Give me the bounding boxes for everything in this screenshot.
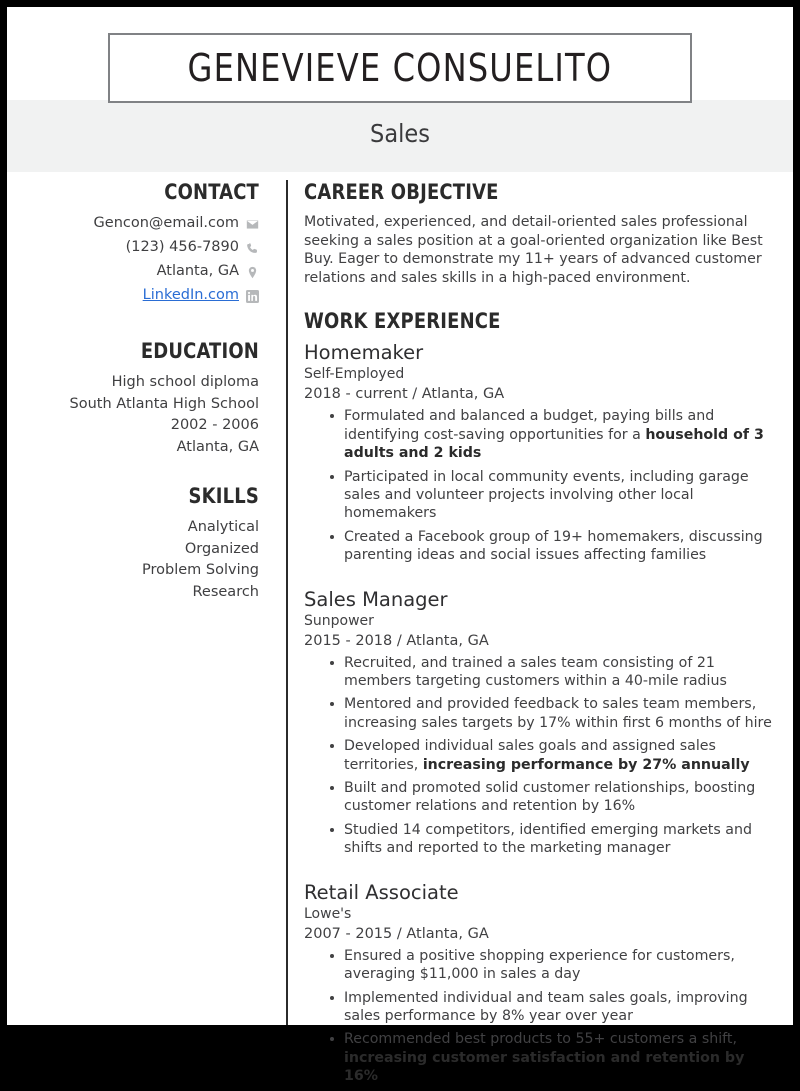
job-bullet: Mentored and provided feedback to sales team members, increasing sales targets by 17% within first 6 months of hire [304, 695, 778, 732]
job-bullet-highlight: increasing customer satisfaction and retention by 16% [344, 1049, 745, 1085]
job-role: Retail Associate [304, 880, 459, 904]
column-divider [286, 180, 288, 1025]
work-experience-entry [304, 340, 778, 564]
section-heading-skills: SKILLS [188, 484, 259, 508]
name-box [108, 33, 692, 103]
skill-item: Research [192, 583, 259, 600]
envelope-icon [246, 217, 259, 230]
spacer [304, 287, 778, 309]
education-line: 2002 - 2006 [170, 417, 259, 433]
job-bullet-list [304, 947, 778, 1086]
work-experience-list [304, 340, 778, 1085]
education-list [21, 372, 259, 458]
education-line: Atlanta, GA [176, 438, 259, 455]
skill-item: Analytical [187, 519, 259, 535]
contact-email-value: Gencon@email.com [93, 215, 239, 231]
job-bullet: Created a Facebook group of 19+ homemakers, discussing parenting ideas and social issues affecting families [304, 528, 778, 565]
job-company: Lowe's [304, 905, 352, 922]
job-bullet-list [304, 407, 778, 564]
job-bullet: Developed individual sales goals and assigned sales territories, increasing performance by 27% annually [304, 737, 778, 774]
job-bullet: Ensured a positive shopping experience for customers, averaging $11,000 in sales a day [304, 947, 778, 984]
career-objective-text: Motivated, experienced, and detail-oriented sales professional seeking a sales position at a goal-oriented organization like Best Buy. Eager to demonstrate my 11+ years of advanced customer relations and sales skills in a high-paced environment. [304, 214, 763, 286]
job-bullet: Formulated and balanced a budget, paying bills and identifying cost-saving opportunities for a household of 3 adults and 2 kids [304, 407, 778, 462]
candidate-job-title: Sales [370, 119, 430, 148]
job-bullet: Participated in local community events, including garage sales and volunteer projects involving other local homemakers [304, 468, 778, 523]
linkedin-anchor[interactable]: LinkedIn.com [142, 287, 239, 303]
job-company: Sunpower [304, 612, 374, 629]
contact-location-value: Atlanta, GA [156, 263, 239, 279]
linkedin-icon[interactable] [246, 289, 259, 302]
job-role: Homemaker [304, 341, 424, 365]
job-bullet: Recommended best products to 55+ customers a shift, increasing customer satisfaction and retention by 16% [304, 1030, 778, 1085]
education-line: High school diploma [111, 374, 259, 390]
spacer [21, 309, 259, 339]
job-role: Sales Manager [304, 587, 448, 611]
section-heading-contact: CONTACT [164, 180, 259, 204]
job-bullet-list [304, 654, 778, 858]
contact-phone-value: (123) 456-7890 [125, 239, 239, 255]
work-experience-entry [304, 587, 778, 858]
resume-page [7, 7, 793, 1085]
contact-list [21, 213, 259, 306]
education-line: South Atlanta High School [69, 395, 259, 412]
job-bullet-highlight: increasing performance by 27% annually [422, 756, 750, 773]
contact-item-email [21, 213, 259, 234]
section-heading-career-objective: CAREER OBJECTIVE [304, 180, 499, 204]
section-heading-work-experience: WORK EXPERIENCE [304, 309, 501, 334]
job-dates-location: 2018 - current / Atlanta, GA [304, 386, 505, 403]
job-bullet: Recruited, and trained a sales team consisting of 21 members targeting customers within a 40-mile radius [304, 654, 778, 691]
phone-icon [246, 241, 259, 254]
location-pin-icon [246, 265, 259, 278]
contact-item-location [21, 261, 259, 282]
job-dates-location: 2007 - 2015 / Atlanta, GA [304, 925, 489, 942]
contact-item-phone [21, 237, 259, 258]
skill-item: Problem Solving [142, 562, 259, 578]
sidebar [21, 180, 259, 603]
contact-item-linkedin[interactable] [21, 285, 259, 306]
contact-linkedin-link[interactable] [143, 285, 239, 306]
candidate-name: GENEVIEVE CONSUELITO [187, 46, 613, 90]
work-experience-entry [304, 880, 778, 1086]
section-heading-education: EDUCATION [140, 339, 259, 363]
job-bullet: Studied 14 competitors, identified emerging markets and shifts and reported to the marketing manager [304, 821, 778, 858]
skill-item: Organized [184, 540, 259, 557]
skills-list [21, 517, 259, 603]
spacer [21, 458, 259, 484]
main-column [304, 180, 778, 1091]
job-company: Self-Employed [304, 366, 405, 383]
job-bullet: Implemented individual and team sales goals, improving sales performance by 8% year over year [304, 989, 778, 1026]
job-bullet: Built and promoted solid customer relationships, boosting customer relations and retention by 16% [304, 779, 778, 816]
job-bullet-highlight: household of 3 adults and 2 kids [344, 426, 764, 462]
job-dates-location: 2015 - 2018 / Atlanta, GA [304, 632, 489, 649]
